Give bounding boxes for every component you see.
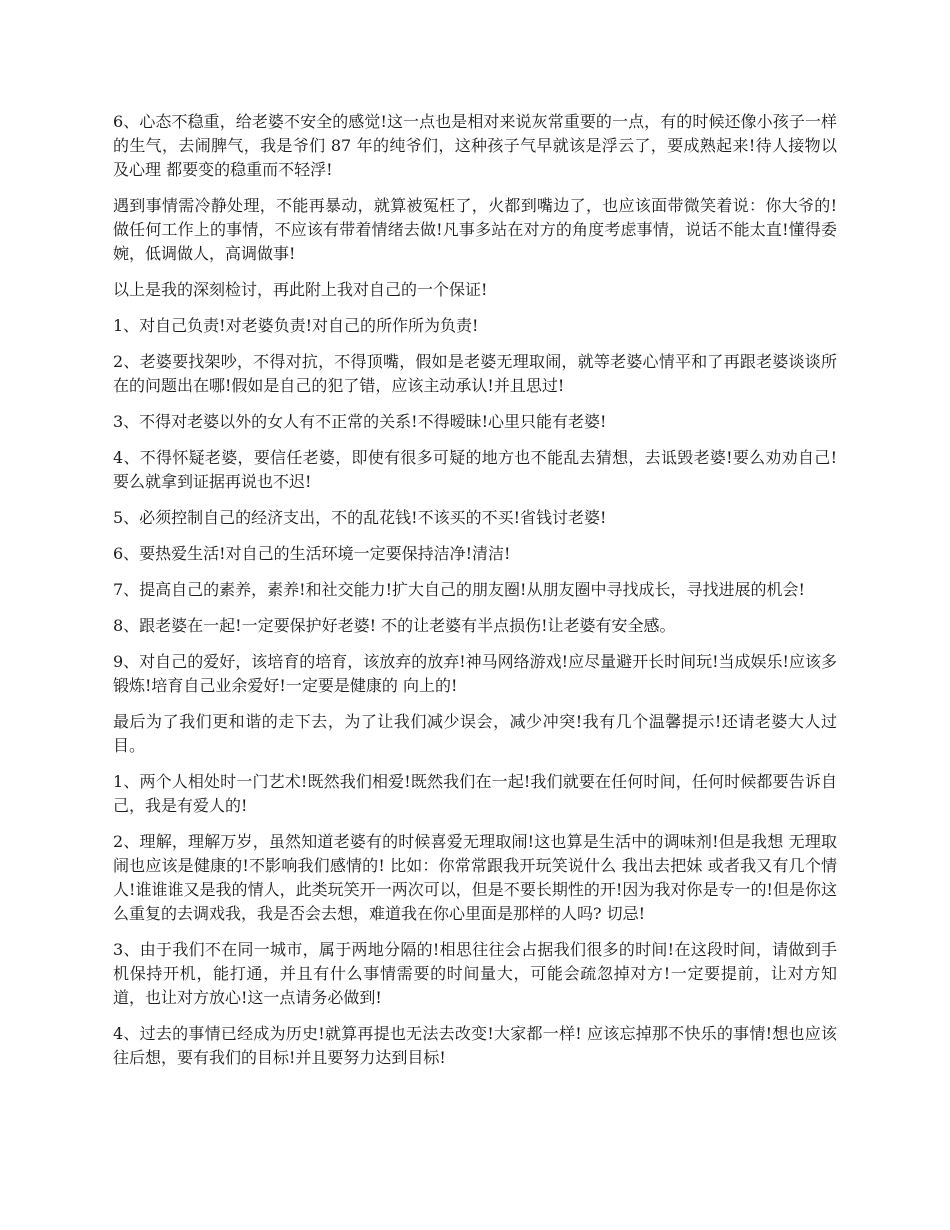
paragraph-8: 5、必须控制自己的经济支出，不的乱花钱!不该买的不买!省钱讨老婆! xyxy=(113,508,607,527)
paragraph-6: 3、不得对老婆以外的女人有不正常的关系!不得暧昧!心里只能有老婆! xyxy=(113,412,607,431)
paragraph-2: 遇到事情需冷静处理，不能再暴动，就算被冤枉了，火都到嘴边了，也应该面带微笑着说：你大爷的!做任何工作上的事情，不应该有带着情绪去做!凡事多站在对方的角度考虑事情，说话不能太直!懂得委婉，低调做人，高调做事! xyxy=(113,196,837,263)
paragraph-14: 1、两个人相处时一门艺术!既然我们相爱!既然我们在一起!我们就要在任何时间，任何时候都要告诉自己，我是有爱人的! xyxy=(113,772,837,815)
paragraph-17: 4、过去的事情已经成为历史!就算再提也无法去改变!大家都一样! 应该忘掉那不快乐的事情!想也应该往后想，要有我们的目标!并且要努力达到目标! xyxy=(113,1024,837,1067)
paragraph-1: 6、心态不稳重，给老婆不安全的感觉!这一点也是相对来说灰常重要的一点，有的时候还像小孩子一样的生气，去闹脾气，我是爷们 87 年的纯爷们，这种孩子气早就该是浮云了，要成熟起来!待人接物以及心理 都要变的稳重而不轻浮! xyxy=(113,112,837,179)
paragraph-4: 1、对自己负责!对老婆负责!对自己的所作所为负责! xyxy=(113,316,479,335)
paragraph-7: 4、不得怀疑老婆，要信任老婆，即使有很多可疑的地方也不能乱去猜想，去诋毁老婆!要么劝劝自己!要么就拿到证据再说也不迟! xyxy=(113,448,837,491)
document-body xyxy=(113,110,837,1082)
paragraph-12: 9、对自己的爱好，该培育的培育，该放弃的放弃!神马网络游戏!应尽量避开长时间玩!当成娱乐!应该多锻炼!培育自己业余爱好!一定要是健康的 向上的! xyxy=(113,652,837,695)
paragraph-10: 7、提高自己的素养，素养!和社交能力!扩大自己的朋友圈!从朋友圈中寻找成长，寻找进展的机会! xyxy=(113,580,805,599)
paragraph-9: 6、要热爱生活!对自己的生活环境一定要保持洁净!清洁! xyxy=(113,544,511,563)
paragraph-15: 2、理解，理解万岁，虽然知道老婆有的时候喜爱无理取闹!这也算是生活中的调味剂!但是我想 无理取闹也应该是健康的!不影响我们感情的! 比如：你常常跟我开玩笑说什么 我出去把妹 或者我又有几个情人!谁谁谁又是我的情人，此类玩笑开一两次可以，但是不要长期性的开!因为我对你是专一的!但是你这么重复的去调戏我，我是否会去想，难道我在你心里面是那样的人吗? 切忌! xyxy=(113,832,837,923)
paragraph-16: 3、由于我们不在同一城市，属于两地分隔的!相思往往会占据我们很多的时间!在这段时间，请做到手机保持开机，能打通，并且有什么事情需要的时间量大，可能会疏忽掉对方!一定要提前，让对方知道，也让对方放心!这一点请务必做到! xyxy=(113,940,837,1007)
paragraph-13: 最后为了我们更和谐的走下去，为了让我们减少误会，减少冲突!我有几个温馨提示!还请老婆大人过目。 xyxy=(113,712,837,755)
paragraph-11: 8、跟老婆在一起!一定要保护好老婆! 不的让老婆有半点损伤!让老婆有安全感。 xyxy=(113,616,676,635)
paragraph-3: 以上是我的深刻检讨，再此附上我对自己的一个保证! xyxy=(113,280,488,299)
paragraph-5: 2、老婆要找架吵，不得对抗，不得顶嘴，假如是老婆无理取闹，就等老婆心情平和了再跟老婆谈谈所在的问题出在哪!假如是自己的犯了错，应该主动承认!并且思过! xyxy=(113,352,837,395)
